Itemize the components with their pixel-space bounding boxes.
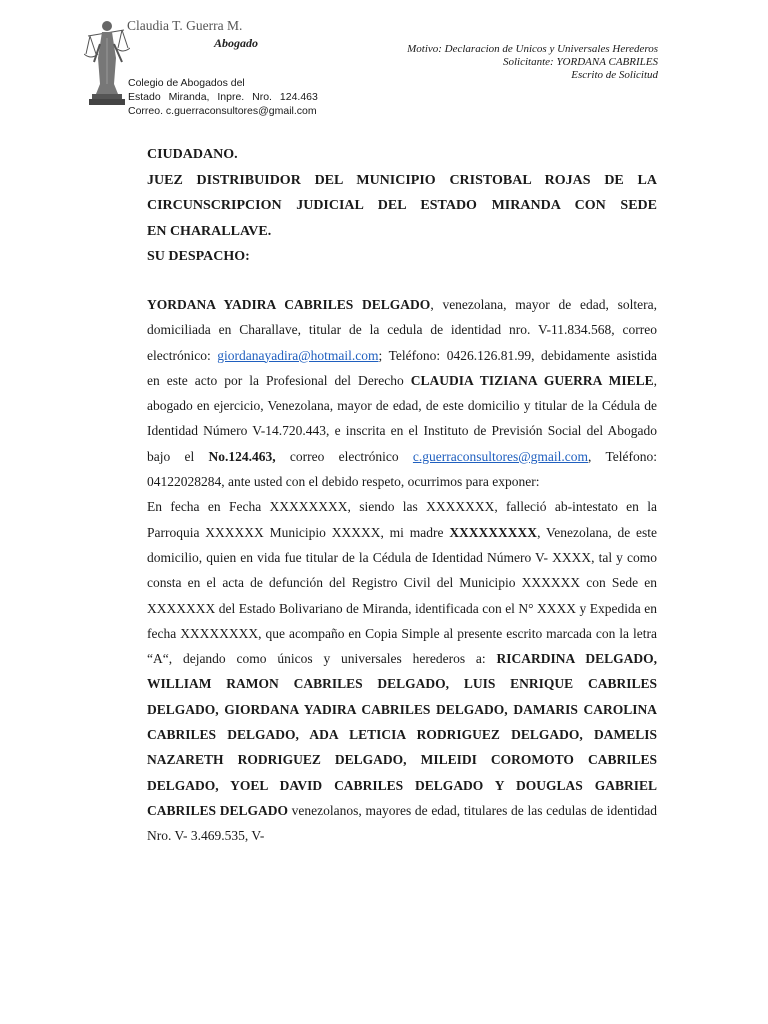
justice-statue-icon: [84, 14, 130, 106]
case-info: [407, 43, 658, 82]
attorney-email-link[interactable]: c.guerraconsultores@gmail.com: [412, 448, 589, 464]
body-text: , abogado en ejercicio, Venezolana, mayor de edad, de este domicilio y titular de la Cédula de Identidad Número V-14.720.443, e inscrita en el Instituto de Previsión Social del Abogado bajo el: [147, 372, 657, 464]
colegio-line: Colegio de Abogados del: [128, 77, 245, 89]
inpre-number: No.124.463,: [208, 448, 276, 464]
case-motivo: Motivo: Declaracion de Unicos y Universales Herederos: [407, 43, 658, 55]
lawyer-name: Claudia T. Guerra M.: [127, 18, 243, 33]
document-body: [147, 292, 657, 849]
case-solicitante: Solicitante: YORDANA CABRILES: [502, 56, 658, 68]
applicant-email-link[interactable]: giordanayadira@hotmail.com: [217, 347, 379, 363]
case-escrito: Escrito de Solicitud: [571, 69, 658, 81]
applicant-name: YORDANA YADIRA CABRILES DELGADO: [147, 297, 431, 312]
addressee-despacho: SU DESPACHO:: [147, 249, 250, 264]
heirs-list: RICARDINA DELGADO, WILLIAM RAMON CABRILES DELGADO, LUIS ENRIQUE CABRILES DELGADO, GIORDANA YADIRA CABRILES DELGADO, DAMARIS CAROLINA CABRILES DELGADO, ADA LETICIA RODRIGUEZ DELGADO, DAMELIS NAZARETH RODRIGUEZ DELGADO, MILEIDI COROMOTO CABRILES DELGADO, YOEL DAVID CABRILES DELGADO Y DOUGLAS GABRIEL CABRILES DELGADO: [147, 651, 657, 818]
body-text: ; Teléfono: 0426.126.81.99, debidamente asistida en este acto por la Profesional del Derecho: [147, 347, 658, 388]
body-text: , Venezolana, de este domicilio, quien en vida fue titular de la Cédula de Identidad Número V- XXXX, tal y como consta en el acta de defunción del Registro Civil del Municipio XXXXXX con Sede en XXXXXXX del Estado Bolivariano de Miranda, identificada con el N° XXXX y Expedida en fecha XXXXXXXX, que acompaño en Copia Simple al presente escrito marcada con la letra “A“, dejando como únicos y universales herederos a:: [147, 524, 657, 667]
body-text: En fecha en Fecha XXXXXXXX, siendo las XXXXXXX, falleció ab-intestato en la Parroquia XXXXXX Municipio XXXXX, mi madre: [147, 499, 657, 540]
body-text: correo electrónico: [275, 448, 413, 464]
body-text: venezolanos, mayores de edad, titulares de las cedulas de identidad Nro. V- 3.469.535, V-: [147, 802, 658, 844]
colegio-inpre-line: Estado Miranda, Inpre. Nro. 124.463: [128, 91, 318, 103]
attorney-name: CLAUDIA TIZIANA GUERRA MIELE: [410, 372, 654, 388]
body-text: , venezolana, mayor de edad, soltera, domiciliada en Charallave, titular de la cedula de identidad nro. V-11.834.568, correo electrónico:: [147, 297, 657, 363]
addressee-judge-line: JUEZ DISTRIBUIDOR DEL MUNICIPIO CRISTOBAL ROJAS DE LA: [147, 172, 657, 188]
addressee-circuit-line: CIRCUNSCRIPCION JUDICIAL DEL ESTADO MIRANDA CON SEDE: [147, 198, 657, 213]
deceased-name: XXXXXXXXX: [449, 524, 538, 540]
body-text: , Teléfono: 04122028284, ante usted con el debido respeto, ocurrimos para exponer:: [147, 448, 657, 490]
addressee-salutation: CIUDADANO.: [147, 147, 238, 162]
addressee-block: [147, 142, 657, 270]
addressee-city-line: EN CHARALLAVE.: [147, 223, 272, 239]
paragraph-facts: [147, 494, 657, 848]
colegio-email-line: Correo. c.guerraconsultores@gmail.com: [128, 105, 317, 117]
colegio-block: [128, 76, 318, 118]
lawyer-title: Abogado: [214, 36, 259, 50]
paragraph-identification: [147, 292, 657, 494]
